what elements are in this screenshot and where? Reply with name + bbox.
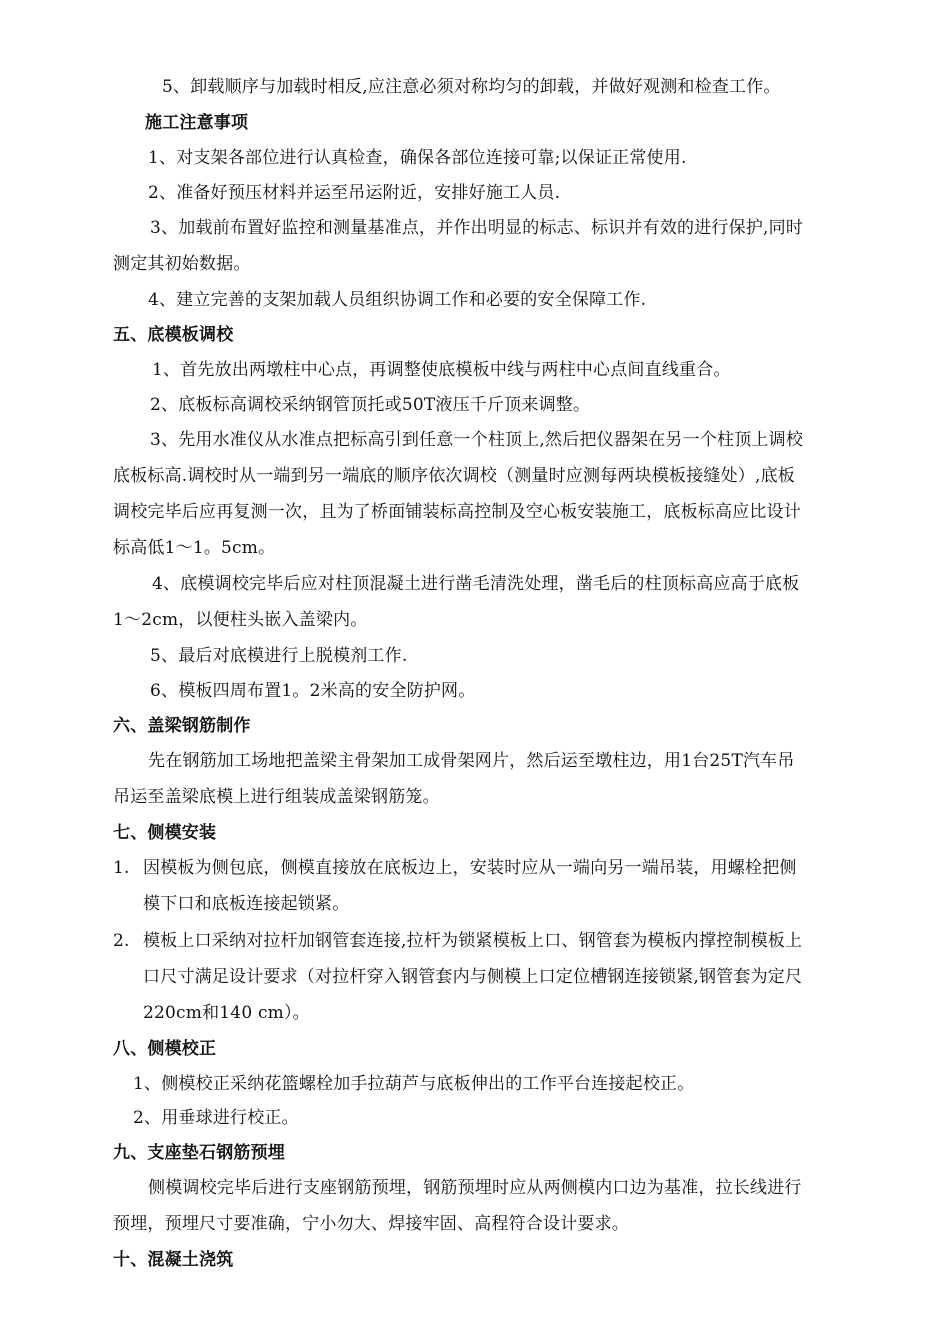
- text-line: 5、卸载顺序与加载时相反,应注意必须对称均匀的卸载，并做好观测和检查工作。: [162, 77, 781, 97]
- text-line: 预埋，预埋尺寸要准确，宁小勿大、焊接牢固、高程符合设计要求。: [113, 1214, 629, 1234]
- text-line: 底板标高.调校时从一端到另一端底的顺序依次调校（测量时应测每两块模板接缝处）,底板: [113, 466, 796, 486]
- list-number: 2.: [113, 931, 130, 951]
- text-line: 口尺寸满足设计要求（对拉杆穿入钢管套内与侧模上口定位槽钢连接锁紧,钢管套为定尺: [143, 967, 803, 987]
- text-line: 2、用垂球进行校正。: [133, 1108, 299, 1128]
- text-line: 1～2cm，以便柱头嵌入盖梁内。: [113, 610, 368, 630]
- text-line: 4、底模调校完毕后应对柱顶混凝土进行凿毛清洗处理，凿毛后的柱顶标高应高于底板: [152, 574, 800, 594]
- section-heading: 五、底模板调校: [113, 325, 234, 345]
- text-line: 吊运至盖梁底模上进行组装成盖梁钢筋笼。: [113, 787, 440, 807]
- text-line: 1、侧模校正采纳花篮螺栓加手拉葫芦与底板伸出的工作平台连接起校正。: [133, 1074, 695, 1094]
- text-line: 3、加载前布置好监控和测量基准点，并作出明显的标志、标识并有效的进行保护,同时: [150, 218, 804, 238]
- text-line: 侧模调校完毕后进行支座钢筋预埋，钢筋预埋时应从两侧模内口边为基准，拉长线进行: [148, 1178, 802, 1198]
- section-heading: 八、侧模校正: [113, 1039, 217, 1059]
- text-line: 测定其初始数据。: [113, 254, 251, 274]
- text-line: 4、建立完善的支架加载人员组织协调工作和必要的安全保障工作.: [148, 290, 647, 310]
- text-line: 模下口和底板连接起锁紧。: [143, 894, 350, 914]
- text-line: 标高低1～1。5cm。: [113, 538, 276, 558]
- text-line: 先在钢筋加工场地把盖梁主骨架加工成骨架网片，然后运至墩柱边，用1台25T汽车吊: [148, 751, 795, 771]
- text-line: 2、准备好预压材料并运至吊运附近，安排好施工人员.: [148, 183, 561, 203]
- text-line: 调校完毕后应再复测一次，且为了桥面铺装标高控制及空心板安装施工，底板标高应比设计: [113, 502, 801, 522]
- list-number: 1.: [113, 858, 130, 878]
- subheading: 施工注意事项: [145, 113, 249, 133]
- section-heading: 九、支座垫石钢筋预埋: [113, 1143, 285, 1163]
- section-heading: 六、盖梁钢筋制作: [113, 716, 251, 736]
- text-line: 5、最后对底模进行上脱模剂工作.: [150, 646, 408, 666]
- text-line: 1、对支架各部位进行认真检查，确保各部位连接可靠;以保证正常使用.: [148, 148, 687, 168]
- text-line: 1、首先放出两墩柱中心点，再调整使底模板中线与两柱中心点间直线重合。: [152, 360, 731, 380]
- text-line: 因模板为侧包底，侧模直接放在底板边上，安装时应从一端向另一端吊装，用螺栓把侧: [143, 858, 797, 878]
- section-heading: 七、侧模安装: [113, 823, 217, 843]
- text-line: 模板上口采纳对拉杆加钢管套连接,拉杆为锁紧模板上口、钢管套为模板内撑控制模板上: [143, 931, 803, 951]
- text-line: 2、底板标高调校采纳钢管顶托或50T液压千斤顶来调整。: [150, 395, 591, 415]
- text-line: 3、先用水准仪从水准点把标高引到任意一个柱顶上,然后把仪器架在另一个柱顶上调校: [150, 430, 804, 450]
- text-line: 6、模板四周布置1。2米高的安全防护网。: [150, 681, 476, 701]
- section-heading: 十、混凝土浇筑: [113, 1250, 234, 1270]
- text-line: 220cm和140 cm）。: [143, 1003, 310, 1023]
